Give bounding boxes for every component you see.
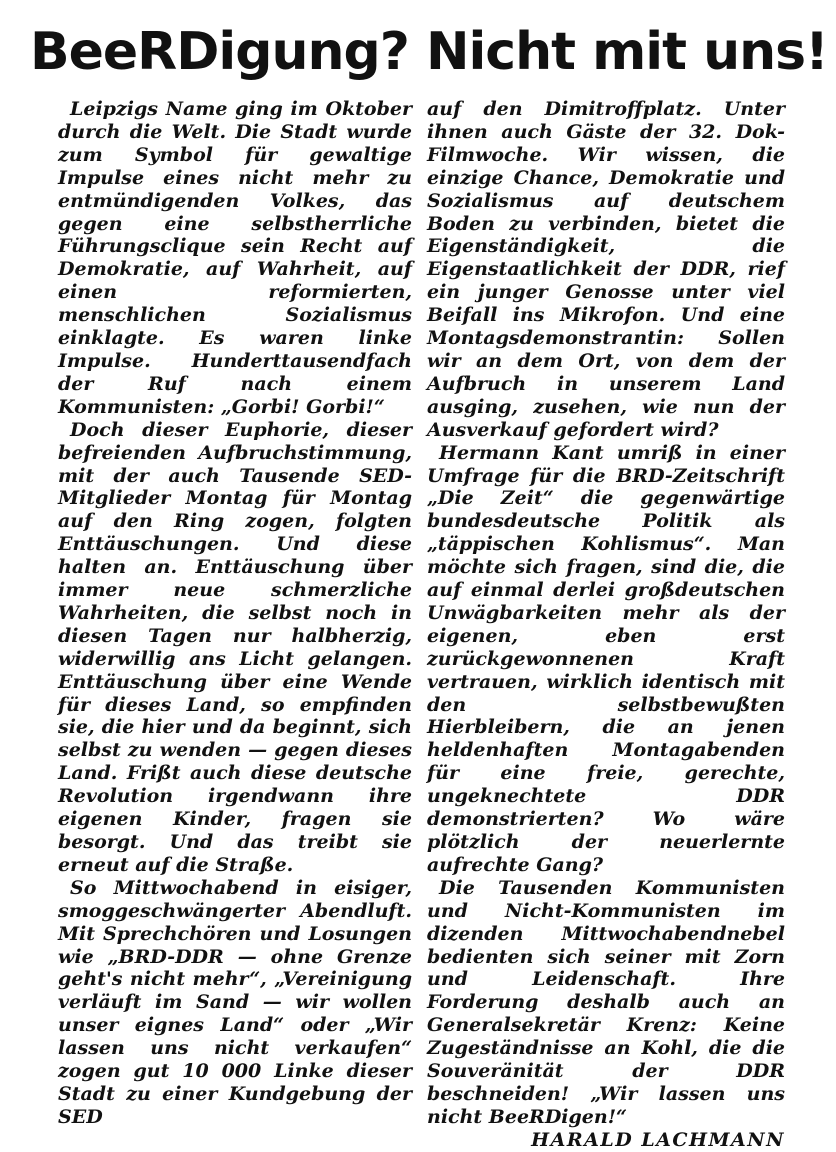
left-paragraph-3: So Mittwochabend in eisiger, smoggeschwängerter Abendluft. Mit Sprechchören und Losungen wie „BRD-DDR — ohne Grenze geht's nicht mehr“, „Vereinigung verläuft im Sand — wir wollen unser eignes Land“ oder „Wir lassen uns nicht verkaufen“ zogen gut 10 000 Linke dieser Stadt zu einer Kundgebung der SED	[58, 876, 412, 1128]
right-paragraph-3: Die Tausenden Kommunisten und Nicht-Kommunisten im dizenden Mittwochabendnebel bedienten sich seiner mit Zorn und Leidenschaft. Ihre Forderung deshalb auch an Generalsekretär Krenz: Keine Zugeständnisse an Kohl, die die Souveränität der DDR beschneiden! „Wir lassen uns nicht BeeRDigen!“	[427, 876, 785, 1128]
author-byline: HARALD LACHMANN	[531, 1128, 785, 1151]
headline	[30, 12, 828, 92]
headline-part-3: igung? Nicht mit uns!	[218, 22, 828, 82]
left-paragraph-1: Leipzigs Name ging im Oktober durch die Welt. Die Stadt wurde zum Symbol für gewaltige Impulse eines nicht mehr zu entmündigenden Volkes, das gegen eine selbstherrliche Führungsclique sein Recht auf Demokratie, auf Wahrheit, auf einen reformierten, menschlichen Sozialismus einklagte. Es waren linke Impulse. Hunderttausendfach der Ruf nach einem Kommunisten: „Gorbi! Gorbi!“	[58, 98, 412, 418]
left-paragraph-2: Doch dieser Euphorie, dieser befreienden Aufbruchstimmung, mit der auch Tausende SED-Mitglieder Montag für Montag auf den Ring zogen, folgten Enttäuschungen. Und diese halten an. Enttäuschung über immer neue schmerzliche Wahrheiten, die selbst noch in diesen Tagen nur halbherzig, widerwillig ans Licht gelangen. Enttäuschung über eine Wende für dieses Land, so empfinden sie, die hier und da beginnt, sich selbst zu wenden — gegen dieses Land. Frißt auch diese deutsche Revolution irgendwann ihre eigenen Kinder, fragen sie besorgt. Und das treibt sie erneut auf die Straße.	[58, 418, 412, 876]
right-paragraph-1: auf den Dimitroffplatz. Unter ihnen auch Gäste der 32. Dok-Filmwoche. Wir wissen, die einzige Chance, Demokratie und Sozialismus auf deutschem Boden zu verbinden, bietet die Eigenständigkeit, die Eigenstaatlichkeit der DDR, rief ein junger Genosse unter viel Beifall ins Mikrofon. Und eine Montagsdemonstrantin: Sollen wir an dem Ort, von dem der Aufbruch in unserem Land ausging, zusehen, wie nun der Ausverkauf gefordert wird?	[427, 98, 785, 441]
headline-part-1: Bee	[30, 22, 138, 82]
right-column	[427, 98, 785, 1152]
left-column	[58, 98, 412, 1129]
headline-part-2: RD	[137, 22, 219, 82]
right-paragraph-2: Hermann Kant umriß in einer Umfrage für die BRD-Zeitschrift „Die Zeit“ die gegenwärtige bundesdeutsche Politik als „täppischen Kohlismus“. Man möchte sich fragen, sind die, die auf einmal derlei großdeutschen Unwägbarkeiten mehr als der eigenen, eben erst zurückgewonnenen Kraft vertrauen, wirklich identisch mit den selbstbewußten Hierbleibern, die an jenen heldenhaften Montagabenden für eine freie, gerechte, ungeknechtete DDR demonstrierten? Wo wäre plötzlich der neuerlernte aufrechte Gang?	[427, 441, 785, 876]
